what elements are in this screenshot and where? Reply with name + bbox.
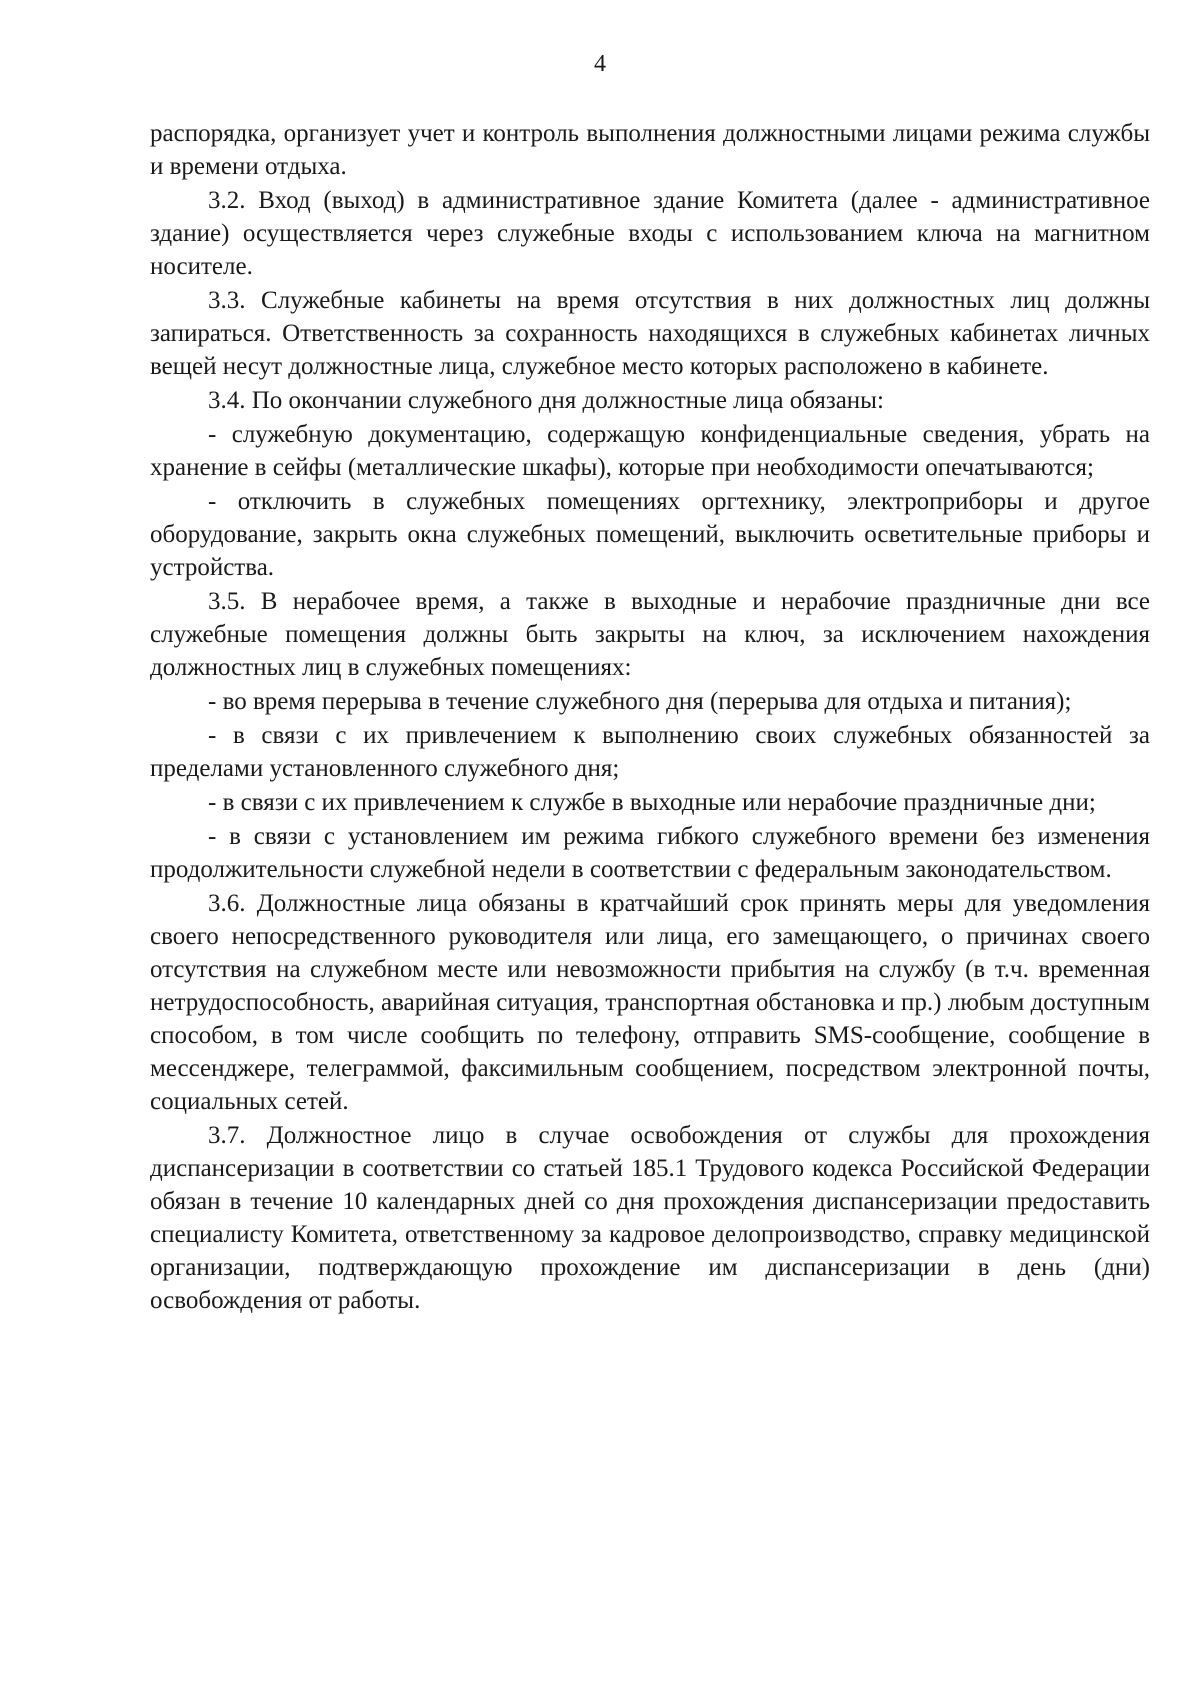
paragraph: распорядка, организует учет и контроль выполнения должностными лицами режима службы и времени отдыха.	[150, 120, 1150, 180]
paragraph: - отключить в служебных помещениях оргтехнику, электроприборы и другое оборудование, закрыть окна служебных помещений, выключить осветительные приборы и устройства.	[150, 488, 1150, 581]
paragraph: - в связи с их привлечением к выполнению своих служебных обязанностей за пределами установленного служебного дня;	[150, 722, 1150, 782]
paragraph: - в связи с установлением им режима гибкого служебного времени без изменения продолжительности служебной недели в соответствии с федеральным законодательством.	[150, 823, 1150, 883]
paragraph: 3.2. Вход (выход) в административное здание Комитета (далее - административное здание) осуществляется через служебные входы с использованием ключа на магнитном носителе.	[150, 187, 1150, 280]
paragraph: - служебную документацию, содержащую конфиденциальные сведения, убрать на хранение в сейфы (металлические шкафы), которые при необходимости опечатываются;	[150, 421, 1150, 481]
paragraph: - во время перерыва в течение служебного дня (перерыва для отдыха и питания);	[208, 688, 1072, 715]
paragraph: 3.5. В нерабочее время, а также в выходные и нерабочие праздничные дни все служебные помещения должны быть закрыты на ключ, за исключением нахождения должностных лиц в служебных помещениях:	[150, 588, 1150, 681]
page-number: 4	[594, 51, 606, 77]
paragraph: 3.6. Должностные лица обязаны в кратчайший срок принять меры для уведомления своего непосредственного руководителя или лица, его замещающего, о причинах своего отсутствия на служебном месте или невозможности прибытия на службу (в т.ч. временная нетрудоспособность, аварийная ситуация, транспортная обстановка и пр.) любым доступным способом, в том числе сообщить по телефону, отправить SMS-сообщение, сообщение в мессенджере, телеграммой, факсимильным сообщением, посредством электронной почты, социальных сетей.	[150, 890, 1150, 1115]
paragraph: - в связи с их привлечением к службе в выходные или нерабочие праздничные дни;	[208, 789, 1096, 816]
document-body	[150, 117, 1150, 1318]
paragraph: 3.7. Должностное лицо в случае освобождения от службы для прохождения диспансеризации в соответствии со статьей 185.1 Трудового кодекса Российской Федерации обязан в течение 10 календарных дней со дня прохождения диспансеризации предоставить специалисту Комитета, ответственному за кадровое делопроизводство, справку медицинской организации, подтверждающую прохождение им диспансеризации в день (дни) освобождения от работы.	[150, 1122, 1150, 1314]
paragraph: 3.4. По окончании служебного дня должностные лица обязаны:	[208, 387, 884, 414]
paragraph: 3.3. Служебные кабинеты на время отсутствия в них должностных лиц должны запираться. Ответственность за сохранность находящихся в служебных кабинетах личных вещей несут должностные лица, служебное место которых расположено в кабинете.	[150, 287, 1150, 380]
